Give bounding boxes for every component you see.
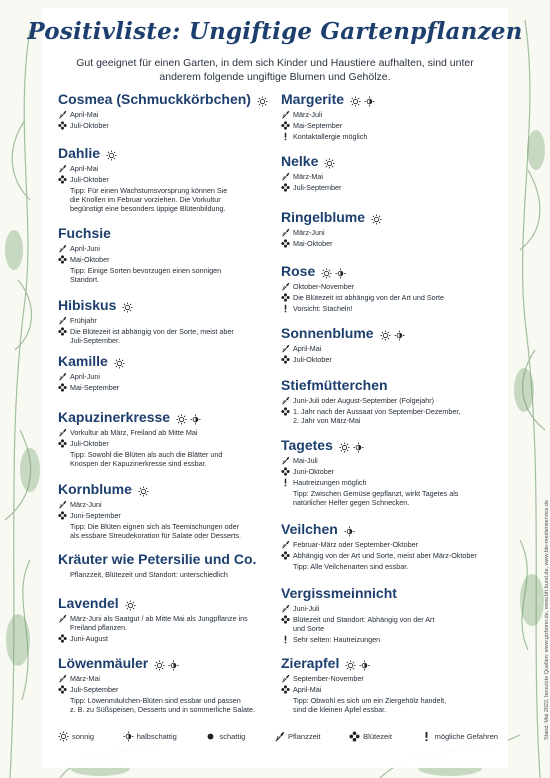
trowel-icon bbox=[281, 540, 290, 549]
bloom-time bbox=[58, 383, 288, 392]
line-text: April-Mai bbox=[293, 344, 322, 353]
planting-time bbox=[281, 674, 501, 683]
hazard-note bbox=[281, 478, 501, 487]
flower-icon bbox=[281, 615, 290, 624]
line-text: Februar-März oder September-Oktober bbox=[293, 540, 419, 549]
plant-name bbox=[281, 262, 501, 280]
sun-icon bbox=[114, 356, 125, 367]
line-text: Tipp: Löwenmäulchen-Blüten sind essbar und passen z. B. zu Süßspeisen, Desserts und in sommerliche Salate. bbox=[70, 696, 255, 714]
bloom-time bbox=[58, 439, 288, 448]
flower-icon bbox=[349, 731, 360, 742]
line-text: April-Mai bbox=[70, 164, 99, 173]
bloom-time bbox=[58, 121, 288, 130]
plant-name bbox=[58, 480, 288, 498]
intro-text: Gut geeignet für einen Garten, in dem sich Kinder und Haustiere aufhalten, sind unter anderem folgende ungiftige Blumen und Gehölze. bbox=[76, 57, 474, 83]
plant-name-label: Kamille bbox=[58, 353, 108, 369]
planting-time bbox=[281, 540, 501, 549]
line-text: Mai-Oktober bbox=[293, 239, 333, 248]
line-text: Juli-Oktober bbox=[70, 175, 109, 184]
line-text: Juni-Juli oder August-September (Folgejahr) bbox=[293, 396, 435, 405]
tip-text bbox=[58, 570, 288, 579]
trowel-icon bbox=[58, 372, 67, 381]
plant-name-label: Kornblume bbox=[58, 481, 132, 497]
plant-name bbox=[58, 224, 288, 242]
plant-name bbox=[58, 296, 288, 314]
trowel-icon bbox=[58, 614, 67, 623]
sun-icon bbox=[339, 440, 350, 451]
line-text: Juli-Oktober bbox=[70, 121, 109, 130]
line-text: Tipp: Sowohl die Blüten als auch die Blätter und Knospen der Kapuzinerkresse sind essbar. bbox=[70, 450, 223, 468]
plant-name-label: Lavendel bbox=[58, 595, 119, 611]
trowel-icon bbox=[281, 282, 290, 291]
line-text: April-Juni bbox=[70, 244, 100, 253]
sun-icon bbox=[345, 658, 356, 669]
plant-name-label: Kräuter wie Petersilie und Co. bbox=[58, 551, 257, 567]
bloom-time bbox=[281, 551, 501, 560]
legend-label: Blütezeit bbox=[363, 732, 392, 741]
flower-icon bbox=[281, 407, 290, 416]
line-text: März-Mai bbox=[70, 674, 100, 683]
line-text: Abhängig von der Art und Sorte, meist aber März-Oktober bbox=[293, 551, 477, 560]
line-text: September-November bbox=[293, 674, 364, 683]
line-text: Pflanzzeit, Blütezeit und Standort: unterschiedlich bbox=[70, 570, 228, 579]
line-text: Mai-Oktober bbox=[70, 255, 110, 264]
plant-name-label: Cosmea (Schmuckkörbchen) bbox=[58, 91, 251, 107]
bloom-time bbox=[281, 615, 501, 633]
legend-item-bloom bbox=[349, 731, 392, 742]
line-text: Tipp: Die Blüten eignen sich als Teemischungen oder als essbare Streudekoration für Salate oder Desserts. bbox=[70, 522, 241, 540]
sun-icon bbox=[176, 412, 187, 423]
line-text: März-Juli bbox=[293, 110, 323, 119]
line-text: Tipp: Für einen Wachstumsvorsprung können Sie die Knollen im Februar vorziehen. Die Vorkultur begünstigt eine besonders üppige Blütenbildung. bbox=[70, 186, 228, 213]
location-icons bbox=[324, 156, 335, 167]
plant-name bbox=[281, 90, 501, 108]
tip-text bbox=[281, 696, 501, 714]
plant-entry-kamille bbox=[58, 352, 288, 392]
plant-name bbox=[58, 408, 288, 426]
planting-time bbox=[281, 228, 501, 237]
plant-entry-nelke bbox=[281, 152, 501, 192]
bloom-time bbox=[58, 175, 288, 184]
line-text: Tipp: Obwohl es sich um ein Ziergehölz handelt, sind die kleinen Äpfel essbar. bbox=[293, 696, 447, 714]
legend-item-warn bbox=[421, 731, 498, 742]
location-icons bbox=[122, 300, 133, 311]
location-icons bbox=[114, 356, 125, 367]
line-text: Die Blütezeit ist abhängig von der Art und Sorte bbox=[293, 293, 445, 302]
location-icons bbox=[380, 328, 405, 339]
sun-icon bbox=[106, 148, 117, 159]
trowel-icon bbox=[58, 110, 67, 119]
plant-entry-vergissmeinnicht bbox=[281, 584, 501, 644]
trowel-icon bbox=[281, 674, 290, 683]
plant-name bbox=[281, 376, 501, 394]
legend-label: Pflanzzeit bbox=[287, 732, 321, 741]
bloom-time bbox=[281, 121, 501, 130]
line-text: Tipp: Einige Sorten bevorzugen einen sonnigen Standort. bbox=[70, 266, 222, 284]
planting-time bbox=[281, 344, 501, 353]
bloom-time bbox=[281, 355, 501, 364]
flower-icon bbox=[281, 183, 290, 192]
plant-entry-stiefmütterchen bbox=[281, 376, 501, 425]
flower-icon bbox=[58, 327, 67, 336]
line-text: Juni-Juli bbox=[293, 604, 320, 613]
sun-icon bbox=[350, 94, 361, 105]
line-text: Oktober-November bbox=[293, 282, 355, 291]
planting-time bbox=[58, 372, 288, 381]
line-text: Frühjahr bbox=[70, 316, 97, 325]
flower-icon bbox=[58, 511, 67, 520]
plant-entry-sonnenblume bbox=[281, 324, 501, 364]
legend bbox=[58, 731, 498, 742]
line-text: Hautreizungen möglich bbox=[293, 478, 367, 487]
flower-icon bbox=[281, 239, 290, 248]
flower-icon bbox=[281, 551, 290, 560]
plant-entry-cosmea-schmuckkörbchen bbox=[58, 90, 288, 130]
line-text: Juni-September bbox=[70, 511, 121, 520]
plant-name bbox=[281, 208, 501, 226]
trowel-icon bbox=[58, 428, 67, 437]
bloom-time bbox=[281, 293, 501, 302]
trowel-icon bbox=[58, 244, 67, 253]
line-text: Kontaktallergie möglich bbox=[293, 132, 368, 141]
line-text: Juni-August bbox=[70, 634, 108, 643]
plant-entry-kräuter-wie-petersilie-und-co bbox=[58, 550, 288, 579]
plant-name bbox=[281, 436, 501, 454]
sun-icon bbox=[122, 300, 133, 311]
hazard-note bbox=[281, 635, 501, 644]
half-shade-icon bbox=[394, 328, 405, 339]
line-text: Tipp: Alle Veilchenarten sind essbar. bbox=[293, 562, 409, 571]
bloom-time bbox=[58, 327, 288, 345]
flower-icon bbox=[58, 685, 67, 694]
line-text: Juni-Oktober bbox=[293, 467, 335, 476]
line-text: März-Mai bbox=[293, 172, 323, 181]
flower-icon bbox=[281, 355, 290, 364]
trowel-icon bbox=[58, 500, 67, 509]
plant-entry-zierapfel bbox=[281, 654, 501, 714]
planting-time bbox=[281, 396, 501, 405]
location-icons bbox=[257, 94, 268, 105]
trowel-icon bbox=[281, 228, 290, 237]
trowel-icon bbox=[58, 164, 67, 173]
exclamation-icon bbox=[421, 731, 432, 742]
flower-icon bbox=[58, 255, 67, 264]
line-text: Sehr selten: Hautreizungen bbox=[293, 635, 381, 644]
bloom-time bbox=[281, 183, 501, 192]
plant-name bbox=[281, 152, 501, 170]
plant-name-label: Dahlie bbox=[58, 145, 101, 161]
bloom-time bbox=[58, 685, 288, 694]
exclamation-icon bbox=[281, 304, 290, 313]
plant-name bbox=[281, 520, 501, 538]
plant-entry-hibiskus bbox=[58, 296, 288, 345]
plant-entry-kapuzinerkresse bbox=[58, 408, 288, 468]
location-icons bbox=[350, 94, 375, 105]
planting-time bbox=[58, 110, 288, 119]
trowel-icon bbox=[281, 110, 290, 119]
plant-entry-lavendel bbox=[58, 594, 288, 643]
plant-name bbox=[58, 594, 288, 612]
bloom-time bbox=[281, 467, 501, 476]
plant-entry-tagetes bbox=[281, 436, 501, 507]
flower-icon bbox=[58, 439, 67, 448]
tip-text bbox=[281, 562, 501, 571]
line-text: Juli-Oktober bbox=[70, 439, 109, 448]
legend-item-half bbox=[123, 731, 177, 742]
plant-name-label: Hibiskus bbox=[58, 297, 117, 313]
line-text: Mai-September bbox=[70, 383, 120, 392]
location-icons bbox=[344, 524, 355, 535]
plant-entry-kornblume bbox=[58, 480, 288, 540]
location-icons bbox=[371, 212, 382, 223]
trowel-icon bbox=[281, 172, 290, 181]
legend-item-sun bbox=[58, 731, 94, 742]
line-text: Tipp: Zwischen Gemüse gepflanzt, wirkt Tagetes als natürlicher Helfer gegen Schnecken. bbox=[293, 489, 459, 507]
flower-icon bbox=[281, 121, 290, 130]
plant-name bbox=[58, 90, 288, 108]
legend-label: halbschattig bbox=[136, 732, 177, 741]
plant-name-label: Stiefmütterchen bbox=[281, 377, 388, 393]
half-shade-icon bbox=[168, 658, 179, 669]
half-shade-icon bbox=[353, 440, 364, 451]
location-icons bbox=[138, 484, 149, 495]
location-icons bbox=[125, 598, 136, 609]
bloom-time bbox=[58, 634, 288, 643]
legend-item-shade bbox=[205, 731, 245, 742]
planting-time bbox=[58, 674, 288, 683]
flower-icon bbox=[58, 121, 67, 130]
planting-time bbox=[58, 500, 288, 509]
plant-name-label: Kapuzinerkresse bbox=[58, 409, 171, 425]
plant-name bbox=[58, 144, 288, 162]
flower-icon bbox=[281, 685, 290, 694]
line-text: Vorsicht: Stacheln! bbox=[293, 304, 353, 313]
planting-time bbox=[58, 164, 288, 173]
line-text: Juli-September bbox=[293, 183, 342, 192]
planting-time bbox=[58, 614, 288, 632]
line-text: Blütezeit und Standort: Abhängig von der Art und Sorte bbox=[293, 615, 435, 633]
plant-name-label: Zierapfel bbox=[281, 655, 340, 671]
plant-entry-dahlie bbox=[58, 144, 288, 213]
line-text: Juli-September bbox=[70, 685, 119, 694]
location-icons bbox=[154, 658, 179, 669]
planting-time bbox=[58, 244, 288, 253]
sun-icon bbox=[58, 731, 69, 742]
plant-entry-löwenmäuler bbox=[58, 654, 288, 714]
location-icons bbox=[339, 440, 364, 451]
tip-text bbox=[58, 266, 288, 284]
plant-name bbox=[281, 584, 501, 602]
location-icons bbox=[345, 658, 370, 669]
half-shade-icon bbox=[123, 731, 134, 742]
trowel-icon bbox=[274, 731, 285, 742]
plant-name-label: Veilchen bbox=[281, 521, 338, 537]
hazard-note bbox=[281, 132, 501, 141]
plant-name-label: Tagetes bbox=[281, 437, 333, 453]
planting-time bbox=[58, 316, 288, 325]
plant-name bbox=[58, 550, 288, 568]
line-text: April-Mai bbox=[70, 110, 99, 119]
plant-name bbox=[58, 352, 288, 370]
plant-entry-margerite bbox=[281, 90, 501, 141]
plant-name bbox=[58, 654, 288, 672]
bloom-time bbox=[281, 685, 501, 694]
plant-entry-rose bbox=[281, 262, 501, 313]
sun-icon bbox=[324, 156, 335, 167]
plant-name-label: Ringelblume bbox=[281, 209, 366, 225]
half-shade-icon bbox=[335, 266, 346, 277]
exclamation-icon bbox=[281, 635, 290, 644]
line-text: Mai-September bbox=[293, 121, 343, 130]
plant-name bbox=[281, 654, 501, 672]
sun-icon bbox=[380, 328, 391, 339]
line-text: März-Juni bbox=[293, 228, 325, 237]
planting-time bbox=[281, 172, 501, 181]
plant-name bbox=[281, 324, 501, 342]
trowel-icon bbox=[281, 456, 290, 465]
sun-icon bbox=[321, 266, 332, 277]
planting-time bbox=[58, 428, 288, 437]
line-text: Mai-Juli bbox=[293, 456, 318, 465]
plant-entry-fuchsie bbox=[58, 224, 288, 284]
line-text: Vorkultur ab März, Freiland ab Mitte Mai bbox=[70, 428, 198, 437]
flower-icon bbox=[281, 293, 290, 302]
line-text: Die Blütezeit ist abhängig von der Sorte, meist aber Juli-September. bbox=[70, 327, 234, 345]
page-title: Positivliste: Ungiftige Gartenpflanzen bbox=[27, 18, 523, 45]
plant-name-label: Vergissmeinnicht bbox=[281, 585, 397, 601]
bloom-time bbox=[58, 255, 288, 264]
trowel-icon bbox=[58, 316, 67, 325]
legend-label: sonnig bbox=[72, 732, 95, 741]
plant-name-label: Löwenmäuler bbox=[58, 655, 149, 671]
legend-item-plant bbox=[274, 731, 321, 742]
sun-icon bbox=[257, 94, 268, 105]
flower-icon bbox=[58, 383, 67, 392]
line-text: März-Juni bbox=[70, 500, 102, 509]
sun-icon bbox=[371, 212, 382, 223]
tip-text bbox=[58, 450, 288, 468]
bloom-time bbox=[281, 407, 501, 425]
half-shade-icon bbox=[190, 412, 201, 423]
half-shade-icon bbox=[359, 658, 370, 669]
location-icons bbox=[106, 148, 117, 159]
flower-icon bbox=[58, 634, 67, 643]
sources-note: Stand: Mai 2022, benutzte Quellen: www.gizbonn.de, www.bfr.bund.de, www.ble-medienservice.de bbox=[544, 500, 550, 740]
bloom-time bbox=[58, 511, 288, 520]
planting-time bbox=[281, 604, 501, 613]
planting-time bbox=[281, 456, 501, 465]
plant-name-label: Sonnenblume bbox=[281, 325, 374, 341]
trowel-icon bbox=[281, 604, 290, 613]
flower-icon bbox=[58, 175, 67, 184]
tip-text bbox=[58, 522, 288, 540]
flower-icon bbox=[281, 467, 290, 476]
tip-text bbox=[281, 489, 501, 507]
tip-text bbox=[58, 186, 288, 213]
tip-text bbox=[58, 696, 288, 714]
trowel-icon bbox=[58, 674, 67, 683]
half-shade-icon bbox=[364, 94, 375, 105]
plant-name-label: Nelke bbox=[281, 153, 319, 169]
line-text: April-Juni bbox=[70, 372, 100, 381]
sun-icon bbox=[125, 598, 136, 609]
shade-icon bbox=[205, 731, 216, 742]
half-shade-icon bbox=[344, 524, 355, 535]
line-text: April-Mai bbox=[293, 685, 322, 694]
exclamation-icon bbox=[281, 132, 290, 141]
line-text: 1. Jahr nach der Aussaat von September-Dezember, 2. Jahr von März-Mai bbox=[293, 407, 461, 425]
line-text: Juli-Oktober bbox=[293, 355, 332, 364]
legend-label: mögliche Gefahren bbox=[434, 732, 498, 741]
hazard-note bbox=[281, 304, 501, 313]
plant-entry-veilchen bbox=[281, 520, 501, 571]
plant-name-label: Rose bbox=[281, 263, 316, 279]
location-icons bbox=[176, 412, 201, 423]
legend-label: schattig bbox=[219, 732, 246, 741]
plant-name-label: Fuchsie bbox=[58, 225, 111, 241]
trowel-icon bbox=[281, 344, 290, 353]
line-text: März-Juni als Saatgut / ab Mitte Mai als Jungpflanze ins Freiland pflanzen. bbox=[70, 614, 248, 632]
plant-name-label: Margerite bbox=[281, 91, 345, 107]
exclamation-icon bbox=[281, 478, 290, 487]
plant-entry-ringelblume bbox=[281, 208, 501, 248]
bloom-time bbox=[281, 239, 501, 248]
planting-time bbox=[281, 110, 501, 119]
location-icons bbox=[321, 266, 346, 277]
planting-time bbox=[281, 282, 501, 291]
sun-icon bbox=[154, 658, 165, 669]
sun-icon bbox=[138, 484, 149, 495]
trowel-icon bbox=[281, 396, 290, 405]
